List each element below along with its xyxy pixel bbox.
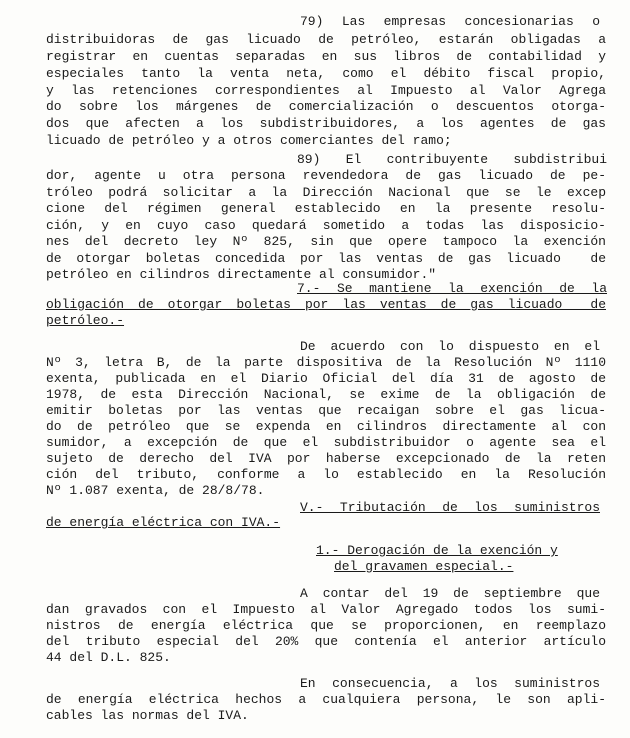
- paragraph-89-line: dor, agente u otra persona revendedora de gas licuado de pe-: [46, 168, 606, 183]
- paragraph-89-line: petróleo en cilindros directamente al consumidor.": [46, 267, 437, 282]
- paragraph-acuerdo-line: De acuerdo con lo dispuesto en el: [300, 339, 600, 354]
- paragraph-89-line: cione del régimen general establecido en la presente resolu-: [46, 201, 606, 216]
- paragraph-acuerdo-line: do de petróleo que se expenda en cilindros directamente al con: [46, 419, 606, 434]
- paragraph-79-line: especiales tanto la venta neta, como el débito fiscal propio,: [46, 66, 606, 81]
- paragraph-acuerdo-line: exenta, publicada en el Diario Oficial del día 31 de agosto de: [46, 371, 606, 386]
- paragraph-contar-line: A contar del 19 de septiembre que: [300, 586, 600, 601]
- paragraph-89-line: de otorgar boletas concedida por las ventas de gas licuado de: [46, 251, 606, 266]
- paragraph-acuerdo-line: ción del tributo, conforme a lo establecido en la Resolución: [46, 467, 606, 482]
- paragraph-79-line: distribuidoras de gas licuado de petróleo, estarán obligadas a: [46, 32, 606, 47]
- section-7-heading: 7.- Se mantiene la exención de la: [297, 281, 607, 296]
- paragraph-consecuencia-line: cables las normas del IVA.: [46, 708, 249, 723]
- paragraph-89-line: nes del decreto ley Nº 825, sin que opere tampoco la exención: [46, 234, 606, 249]
- section-V-heading-text: V.- Tributación de los suministros: [300, 500, 600, 515]
- paragraph-79-line: registrar en cuentas separadas en sus libros de contabilidad y: [46, 49, 606, 64]
- section-V-heading: [300, 500, 600, 516]
- section-7-heading: petróleo.-: [46, 313, 125, 328]
- paragraph-consecuencia-line: En consecuencia, a los suministros: [300, 676, 600, 691]
- paragraph-79-line: licuado de petróleo y a otros comerciantes del ramo;: [46, 133, 452, 148]
- paragraph-contar-line: 44 del D.L. 825.: [46, 650, 171, 665]
- paragraph-79-line: 79) Las empresas concesionarias o: [300, 14, 600, 29]
- paragraph-89-line: ción, y en cuyo caso quedará sometido a todas las disposicio-: [46, 218, 606, 233]
- paragraph-acuerdo-line: Nº 1.087 exenta, de 28/8/78.: [46, 483, 265, 498]
- paragraph-contar-line: nistros de energía eléctrica que se proporcionen, en reemplazo: [46, 618, 606, 633]
- paragraph-acuerdo-line: emitir boletas por las ventas que recaigan sobre el gas licua-: [46, 403, 606, 418]
- section-7-heading: obligación de otorgar boletas por las ventas de gas licuado de: [46, 297, 606, 312]
- paragraph-89-line: tróleo podrá solicitar a la Dirección Nacional que se le excep: [46, 185, 606, 200]
- paragraph-contar-line: dan gravados con el Impuesto al Valor Agregado todos los sumi-: [46, 602, 606, 617]
- section-1-heading-text: 1.- Derogación de la exención y: [316, 543, 558, 558]
- paragraph-acuerdo-line: sujeto de derecho del IVA por haberse excepcionado de la reten: [46, 451, 606, 466]
- paragraph-consecuencia-line: de energía eléctrica hechos a cualquiera persona, le son apli-: [46, 692, 606, 707]
- section-1-heading: [316, 543, 604, 559]
- paragraph-acuerdo-line: sumidor, a excepción de que el subdistribuidor o agente sea el: [46, 435, 606, 450]
- paragraph-79-line: y las retenciones correspondientes al Impuesto al Valor Agrega: [46, 83, 606, 98]
- paragraph-acuerdo-line: 1978, de esta Dirección Nacional, se exime de la obligación de: [46, 387, 606, 402]
- section-1-heading: del gravamen especial.-: [334, 559, 514, 574]
- section-V-heading: de energía eléctrica con IVA.-: [46, 515, 281, 530]
- paragraph-acuerdo-line: Nº 3, letra B, de la parte dispositiva de la Resolución Nº 1110: [46, 355, 606, 370]
- paragraph-79-line: dos que afecten a los subdistribuidores, a los agentes de gas: [46, 116, 606, 131]
- paragraph-79-line: do sobre los márgenes de comercialización o descuentos otorga-: [46, 99, 606, 114]
- paragraph-89-line: 89) El contribuyente subdistribui: [297, 152, 607, 167]
- paragraph-contar-line: del tributo especial del 20% que contenía el anterior artículo: [46, 634, 606, 649]
